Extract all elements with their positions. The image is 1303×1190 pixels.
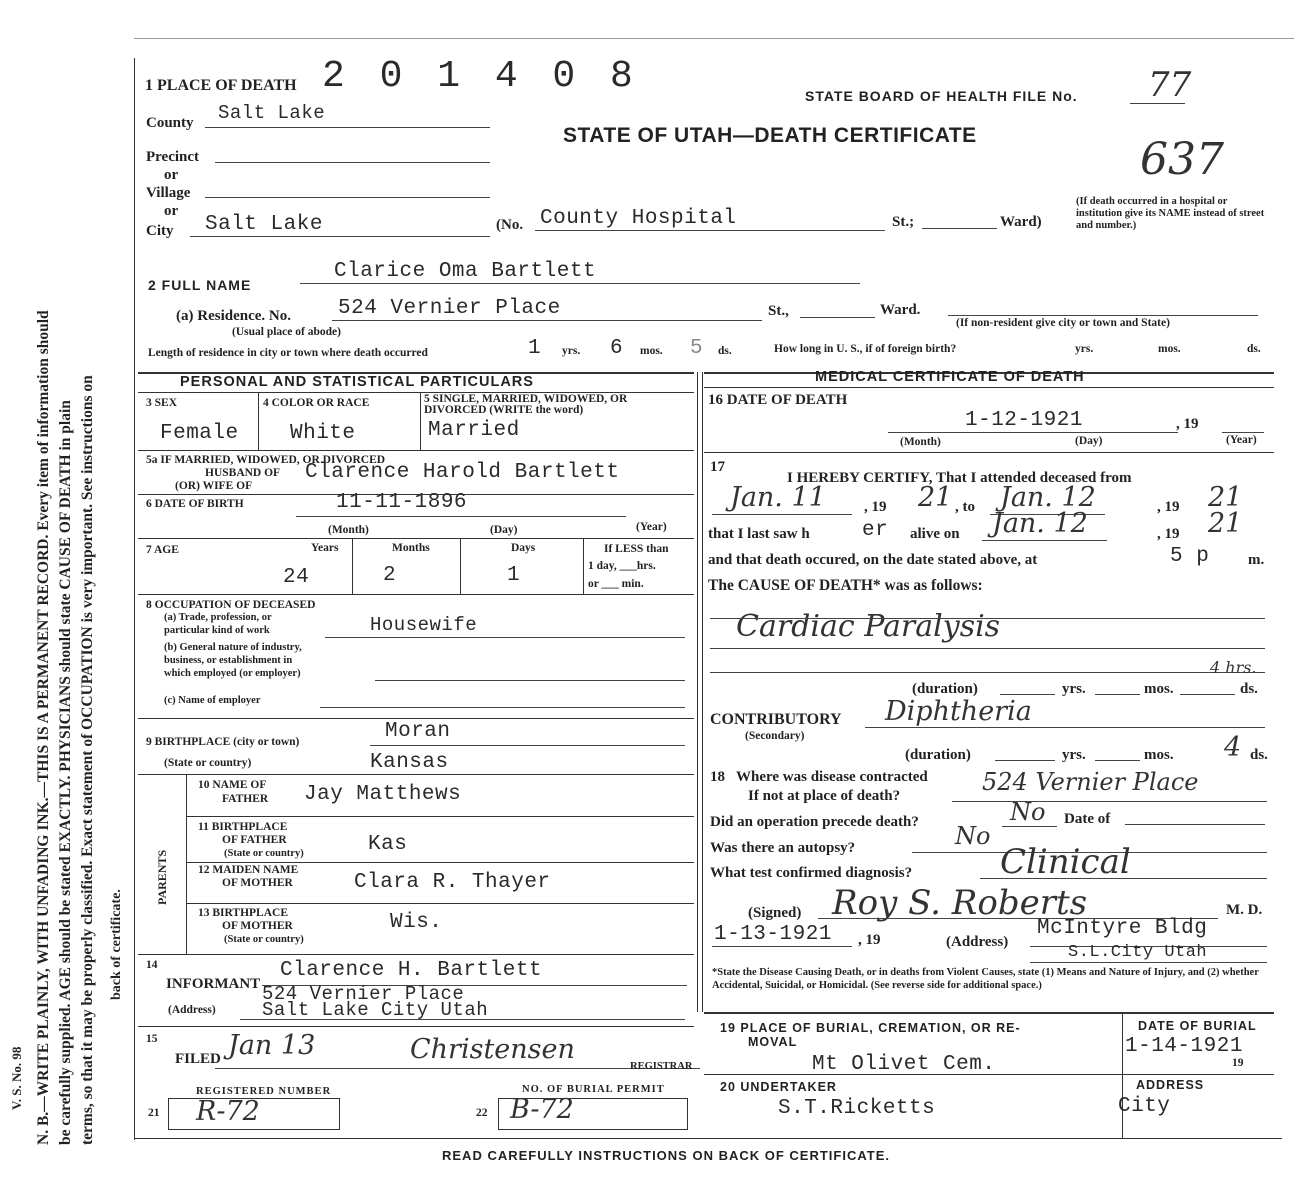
margin-instructions-line2: be carefully supplied. AGE should be stated EXACTLY. PHYSICIANS should state CAUSE OF DEATH in plain	[57, 400, 74, 1145]
margin-instructions-line4: back of certificate.	[109, 889, 124, 1000]
registrar-label: REGISTRAR	[630, 1061, 693, 1072]
alive-on-label: alive on	[910, 526, 960, 542]
age-days-label: Days	[511, 542, 536, 554]
attended-from-19: , 19	[864, 499, 887, 515]
mother-birthplace-label-3: (State or country)	[224, 934, 304, 945]
foreign-yrs-label: yrs.	[1075, 343, 1094, 355]
sex-label: 3 SEX	[146, 397, 177, 409]
dod-year-label: (Year)	[1226, 434, 1257, 446]
dod-label: 16 DATE OF DEATH	[708, 392, 848, 408]
last-saw-year: 21	[1208, 508, 1243, 539]
length-of-residence-label: Length of residence in city or town where death occurred	[148, 347, 428, 359]
burial-date-label: DATE OF BURIAL	[1138, 1019, 1257, 1033]
age-days-value: 1	[507, 564, 521, 587]
county-value: Salt Lake	[218, 102, 326, 124]
father-birthplace-label-2: OF FATHER	[222, 834, 287, 846]
st-label: St.;	[892, 214, 915, 230]
contracted-number: 18	[710, 769, 725, 785]
registered-number-value: R-72	[196, 1096, 260, 1127]
father-birthplace-label-1: 11 BIRTHPLACE	[198, 821, 288, 833]
state-board-label: STATE BOARD OF HEALTH FILE No.	[805, 88, 1078, 104]
burial-date-value: 1-14-1921	[1125, 1035, 1243, 1058]
full-name-value: Clarice Oma Bartlett	[334, 260, 597, 283]
birthplace-state-label: (State or country)	[164, 757, 252, 769]
color-value: White	[290, 422, 356, 445]
signed-date: 1-13-1921	[714, 923, 832, 946]
contracted-label-2: If not at place of death?	[748, 788, 901, 804]
cause-label: The CAUSE OF DEATH* was as follows:	[708, 577, 983, 594]
mother-name-label-1: 12 MAIDEN NAME	[198, 864, 299, 876]
residence-ward-label: Ward.	[880, 302, 921, 318]
occupation-b-label-3: which employed (or employer)	[164, 668, 301, 679]
color-label: 4 COLOR OR RACE	[263, 397, 370, 409]
burial-permit-value: B-72	[510, 1094, 574, 1125]
burial-permit-prefix: 22	[476, 1107, 488, 1119]
precinct-label: Precinct	[146, 149, 200, 165]
cause-duration-ds: ds.	[1240, 681, 1258, 697]
foreign-mos-label: mos.	[1158, 343, 1181, 355]
contributory-duration-mos: mos.	[1144, 747, 1174, 763]
residence-years-value: 1	[528, 337, 542, 360]
burial-place-label-1: 19 PLACE OF BURIAL, CREMATION, OR RE-	[720, 1021, 1021, 1035]
occupation-a-label-2: particular kind of work	[164, 625, 270, 636]
registered-number-prefix: 21	[148, 1107, 160, 1119]
father-birthplace-label-3: (State or country)	[224, 848, 304, 859]
burial-date-19: 19	[1232, 1057, 1244, 1069]
physician-signature: Roy S. Roberts	[832, 883, 1088, 923]
birthplace-state-value: Kansas	[370, 751, 449, 774]
left-border	[134, 58, 135, 1140]
undertaker-address-value: City	[1118, 1095, 1171, 1118]
cause-value: Cardiac Paralysis	[736, 609, 1001, 644]
filed-label: FILED	[175, 1051, 221, 1067]
certify-text: I HEREBY CERTIFY, That I attended deceased from	[787, 470, 1132, 486]
mother-birthplace-label-1: 13 BIRTHPLACE	[198, 907, 289, 919]
dod-value: 1-12-1921	[965, 409, 1083, 432]
margin-instructions-line1: N. B.—WRITE PLAINLY, WITH UNFADING INK.—THIS IS A PERMANENT RECORD. Every item of information should	[35, 310, 52, 1145]
undertaker-value: S.T.Ricketts	[778, 1097, 936, 1120]
center-divider-2	[702, 372, 703, 1012]
contributory-label: CONTRIBUTORY	[710, 711, 842, 728]
spouse-label-3: (OR) WIFE OF	[175, 480, 253, 492]
test-value: Clinical	[1000, 842, 1131, 882]
undertaker-label: 20 UNDERTAKER	[720, 1080, 837, 1094]
cause-duration-yrs: yrs.	[1062, 681, 1086, 697]
dob-year-label: (Year)	[636, 521, 667, 533]
county-label: County	[146, 115, 194, 131]
mother-birthplace-label-2: OF MOTHER	[222, 920, 293, 932]
foreign-birth-label: How long in U. S., if of foreign birth?	[774, 343, 957, 355]
city-label: City	[146, 223, 174, 239]
contributory-duration-ds: ds.	[1250, 747, 1268, 763]
registered-number-label: REGISTERED NUMBER	[196, 1086, 332, 1097]
filed-signature: Christensen	[410, 1034, 575, 1065]
marital-label: 5 SINGLE, MARRIED, WIDOWED, OR DIVORCED (WRITE the word)	[424, 393, 628, 416]
certify-number: 17	[710, 459, 725, 475]
father-name-value: Jay Matthews	[304, 783, 462, 806]
filed-number: 15	[146, 1033, 158, 1045]
top-border	[134, 38, 1294, 39]
certificate-number: 2 0 1 4 0 8	[322, 55, 639, 98]
age-less-label-1: If LESS than	[604, 543, 669, 555]
occupation-value: Housewife	[370, 614, 478, 636]
physician-address-line1: McIntyre Bldg	[1037, 917, 1208, 940]
physician-address-line2: S.L.City Utah	[1068, 943, 1208, 962]
hospital-value: County Hospital	[540, 207, 737, 230]
age-less-label-3: or ___ min.	[588, 578, 644, 590]
autopsy-value: No	[955, 822, 991, 850]
dob-month-label: (Month)	[328, 524, 369, 536]
age-years-label: Years	[311, 542, 339, 554]
certificate-title: STATE OF UTAH—DEATH CERTIFICATE	[563, 124, 977, 147]
residence-yrs-label: yrs.	[562, 345, 581, 357]
village-label: Village	[146, 185, 191, 201]
nonresident-label: (If non-resident give city or town and State)	[956, 317, 1170, 329]
center-divider	[697, 372, 698, 1012]
contributory-duration-label: (duration)	[905, 747, 971, 763]
operation-value: No	[1010, 798, 1046, 826]
signed-label: (Signed)	[748, 905, 802, 921]
dob-value: 11-11-1896	[336, 491, 468, 514]
marital-value: Married	[428, 419, 520, 442]
contracted-label-1: Where was disease contracted	[736, 769, 928, 785]
last-saw-date: Jan. 12	[992, 508, 1088, 539]
contributory-duration-value: 4	[1224, 732, 1242, 763]
informant-label: INFORMANT	[166, 976, 261, 992]
attended-to-date: Jan. 12	[1000, 482, 1096, 513]
dod-day-label: (Day)	[1075, 435, 1103, 447]
personal-header: PERSONAL AND STATISTICAL PARTICULARS	[180, 374, 534, 390]
father-birthplace-value: Kas	[368, 833, 408, 856]
cause-footnote: *State the Disease Causing Death, or in deaths from Violent Causes, state (1) Means and Nature of Injury, and (2) whether Accidental, Suicidal, or Homicidal. (See reverse side for additional space.)	[712, 967, 1259, 991]
operation-label: Did an operation precede death?	[710, 814, 919, 830]
spouse-value: Clarence Harold Bartlett	[305, 461, 620, 484]
ward-label: Ward)	[1000, 214, 1042, 230]
medical-header: MEDICAL CERTIFICATE OF DEATH	[815, 369, 1085, 385]
residence-value: 524 Vernier Place	[338, 297, 561, 320]
age-less-label-2: 1 day, ___hrs.	[588, 560, 656, 572]
age-label: 7 AGE	[146, 544, 179, 556]
physician-address-label: (Address)	[946, 934, 1009, 950]
occupation-b-label-1: (b) General nature of industry,	[164, 642, 302, 653]
father-name-label-1: 10 NAME OF	[198, 779, 267, 791]
form-number: V. S. No. 98	[9, 1046, 24, 1110]
residence-ds-label: ds.	[718, 345, 732, 357]
footer-instruction: READ CAREFULLY INSTRUCTIONS ON BACK OF CERTIFICATE.	[442, 1148, 890, 1163]
employer-label: (c) Name of employer	[164, 695, 261, 706]
age-months-label: Months	[392, 542, 430, 554]
last-saw-her: er	[862, 519, 889, 542]
informant-address-label: (Address)	[168, 1004, 216, 1016]
full-name-label: 2 FULL NAME	[148, 277, 252, 293]
spouse-label-2: HUSBAND OF	[205, 467, 281, 479]
attended-to-label: , to	[955, 499, 975, 515]
occupation-a-label-1: (a) Trade, profession, or	[164, 612, 272, 623]
birthplace-label: 9 BIRTHPLACE (city or town)	[146, 736, 300, 748]
mother-birthplace-value: Wis.	[390, 911, 443, 934]
last-saw-19: , 19	[1157, 526, 1180, 542]
attended-to-year: 21	[1208, 482, 1243, 513]
contributory-duration-yrs: yrs.	[1062, 747, 1086, 763]
margin-instructions-line3: terms, so that it may be properly classified. Exact statement of OCCUPATION is very important. See instructions on	[79, 375, 96, 1145]
informant-address-line1: 524 Vernier Place	[262, 983, 465, 1005]
residence-months-value: 6	[610, 337, 624, 360]
residence-st-label: St.,	[768, 303, 789, 319]
burial-place-label-2: MOVAL	[748, 1035, 798, 1049]
death-occurred-label: and that death occured, on the date stated above, at	[708, 552, 1038, 568]
mother-name-label-2: OF MOTHER	[222, 877, 293, 889]
age-months-value: 2	[383, 564, 397, 587]
residence-label: (a) Residence. No.	[176, 308, 291, 324]
age-years-value: 24	[283, 566, 310, 589]
parents-label: PARENTS	[155, 849, 169, 905]
abode-label: (Usual place of abode)	[232, 326, 341, 338]
burial-permit-label: NO. OF BURIAL PERMIT	[522, 1084, 665, 1095]
cause-duration-mos: mos.	[1144, 681, 1174, 697]
autopsy-label: Was there an autopsy?	[710, 840, 856, 856]
state-board-file-number: 77	[1148, 65, 1192, 105]
hospital-no-label: (No.	[496, 217, 524, 233]
md-label: M. D.	[1226, 902, 1263, 918]
informant-value: Clarence H. Bartlett	[280, 959, 543, 982]
attended-from-date: Jan. 11	[730, 482, 826, 513]
informant-number: 14	[146, 959, 158, 971]
cause-duration-label: (duration)	[912, 681, 978, 697]
residence-days-value: 5	[690, 337, 704, 360]
birthplace-city-value: Moran	[385, 720, 451, 743]
occupation-label: 8 OCCUPATION OF DECEASED	[146, 599, 316, 611]
residence-mos-label: mos.	[640, 345, 663, 357]
father-name-label-2: FATHER	[222, 793, 269, 805]
place-of-death-label: 1 PLACE OF DEATH	[145, 77, 297, 94]
filed-date: Jan 13	[228, 1030, 316, 1061]
sex-value: Female	[160, 422, 239, 445]
contracted-value: 524 Vernier Place	[982, 768, 1199, 796]
attended-to-19: , 19	[1157, 499, 1180, 515]
spouse-label-1: 5a IF MARRIED, WIDOWED, OR DIVORCED	[146, 454, 386, 466]
reference-number: 637	[1140, 134, 1224, 185]
mother-name-value: Clara R. Thayer	[354, 871, 551, 894]
last-saw-label: that I last saw h	[708, 526, 810, 542]
secondary-label: (Secondary)	[745, 730, 805, 742]
dod-month-label: (Month)	[900, 436, 941, 448]
foreign-ds-label: ds.	[1247, 343, 1261, 355]
informant-address-line2: Salt Lake City Utah	[262, 999, 489, 1021]
city-value: Salt Lake	[205, 213, 323, 236]
death-time-value: 5 p	[1170, 545, 1210, 568]
or-label-1: or	[164, 167, 179, 183]
burial-place-value: Mt Olivet Cem.	[812, 1053, 996, 1076]
or-label-2: or	[164, 203, 179, 219]
hospital-note: (If death occurred in a hospital or institution give its NAME instead of street and number.)	[1076, 196, 1265, 231]
cause-duration-value: 4 hrs.	[1210, 658, 1257, 677]
occupation-b-label-2: business, or establishment in	[164, 655, 293, 666]
dob-label: 6 DATE OF BIRTH	[146, 498, 244, 510]
undertaker-address-label: ADDRESS	[1136, 1078, 1205, 1092]
operation-date-label: Date of	[1064, 811, 1111, 827]
signed-19: , 19	[858, 932, 881, 948]
test-label: What test confirmed diagnosis?	[710, 865, 913, 881]
dob-day-label: (Day)	[490, 524, 518, 536]
contributory-value: Diphtheria	[885, 696, 1032, 727]
attended-from-year: 21	[918, 482, 953, 513]
death-time-m: m.	[1248, 552, 1265, 568]
dod-19: , 19	[1176, 416, 1199, 432]
bottom-border	[134, 1138, 1282, 1139]
